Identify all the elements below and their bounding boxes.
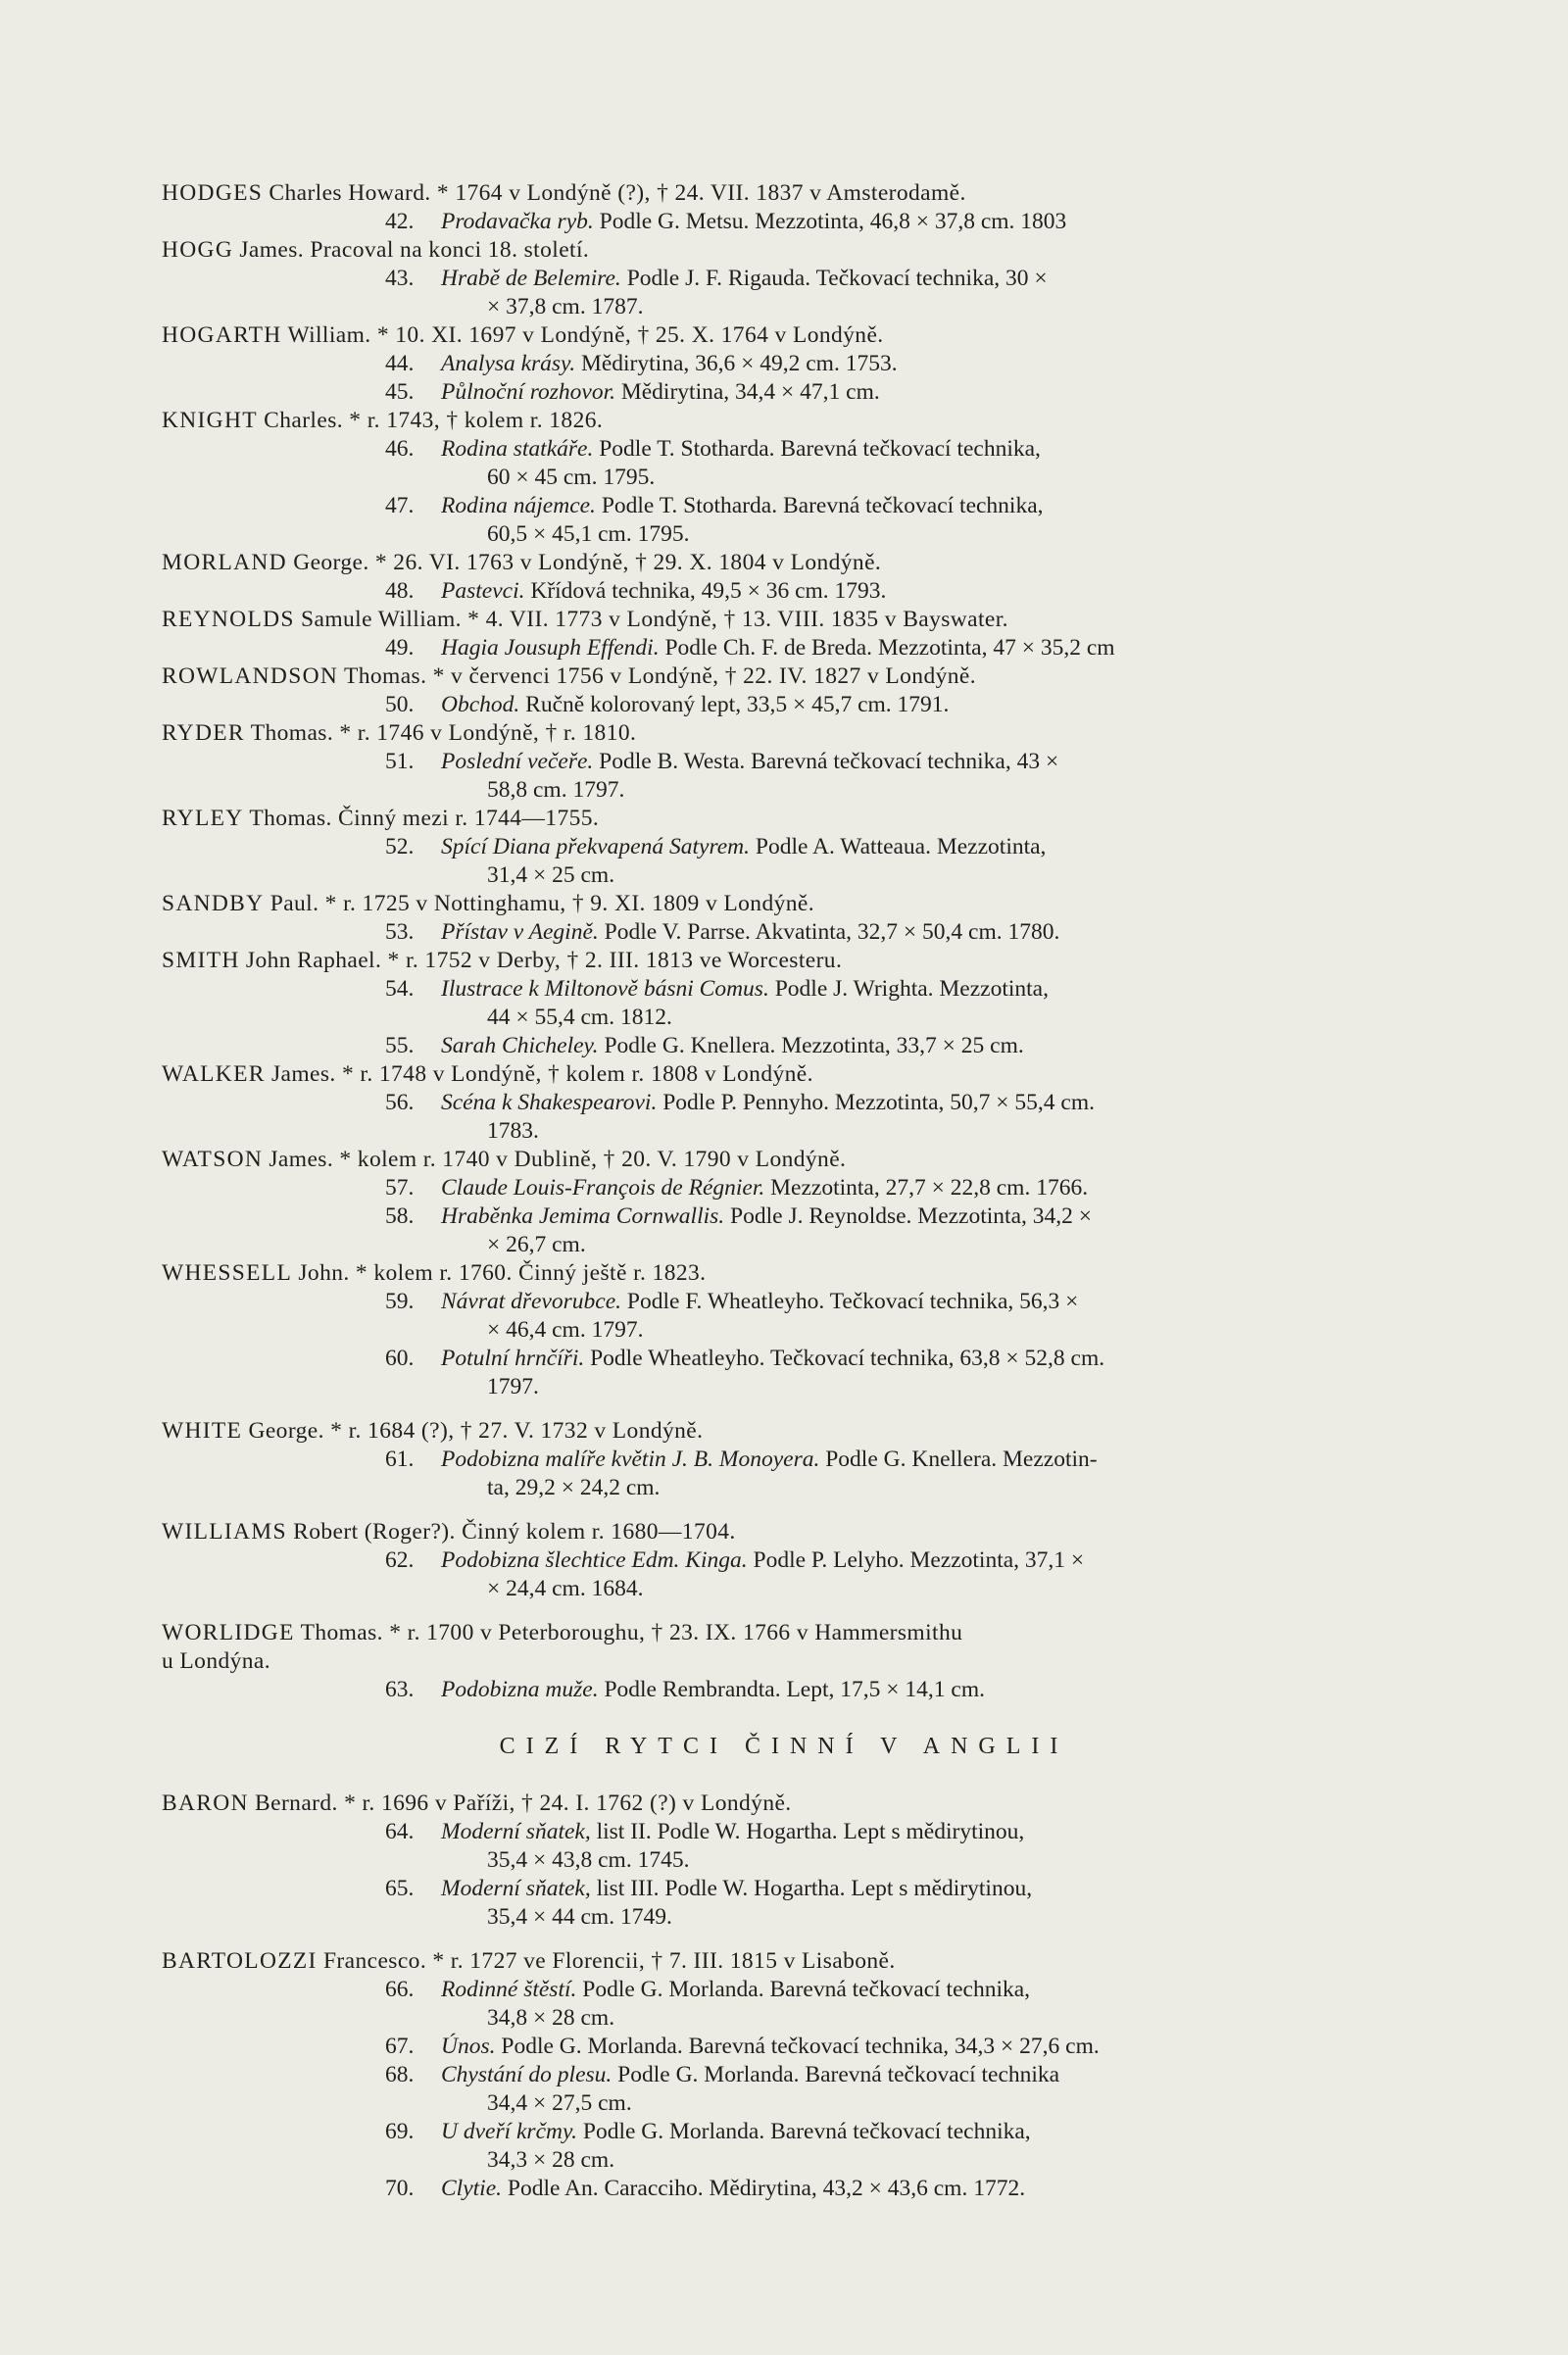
- artwork-details-continuation: × 37,8 cm. 1787.: [487, 294, 644, 319]
- artist-heading: [162, 1518, 1421, 1546]
- artwork-item: [162, 1546, 1421, 1603]
- artist-surname: WATSON: [162, 1147, 264, 1172]
- artwork-item: [162, 208, 1421, 236]
- artist-heading: [162, 1146, 1421, 1174]
- artwork-item: [162, 265, 1421, 321]
- artist-biography: Bernard. * r. 1696 v Paříži, † 24. I. 1762 (?) v Londýně.: [255, 1791, 792, 1816]
- artwork-number: 62.: [385, 1547, 415, 1573]
- artist-entry: [162, 1146, 1421, 1259]
- artwork-details-continuation: 58,8 cm. 1797.: [487, 777, 625, 803]
- artwork-number: 70.: [385, 2176, 415, 2201]
- artwork-details-continuation: 35,4 × 44 cm. 1749.: [487, 1904, 672, 1930]
- artist-entry: [162, 1518, 1421, 1603]
- artwork-details-continuation: × 46,4 cm. 1797.: [487, 1317, 644, 1343]
- artwork-title: Únos.: [441, 2034, 496, 2059]
- artwork-title: Ilustrace k Miltonově básni Comus.: [441, 976, 769, 1002]
- artwork-title: Podobizna malíře květin J. B. Monoyera.: [441, 1447, 820, 1472]
- artwork-item: [162, 975, 1421, 1032]
- artist-surname: WALKER: [162, 1061, 266, 1087]
- artwork-item: [162, 1875, 1421, 1932]
- artist-biography: George. * 26. VI. 1763 v Londýně, † 29. X. 1804 v Londýně.: [293, 550, 882, 575]
- artwork-title: Chystání do plesu.: [441, 2062, 612, 2087]
- artist-entry: [162, 407, 1421, 549]
- artist-heading: [162, 947, 1421, 975]
- artist-entry: [162, 1947, 1421, 2203]
- artwork-number: 58.: [385, 1203, 415, 1229]
- artwork-title: Analysa krásy.: [441, 351, 576, 376]
- artist-biography: Francesco. * r. 1727 ve Florencii, † 7. III. 1815 v Lisaboně.: [322, 1948, 896, 1974]
- artist-heading: [162, 1790, 1421, 1818]
- artwork-details: Podle J. Wrighta. Mezzotinta,: [774, 976, 1049, 1002]
- artwork-details-continuation: 34,8 × 28 cm.: [487, 2005, 615, 2031]
- artist-surname: MORLAND: [162, 550, 287, 575]
- artwork-details: Podle G. Morlanda. Barevná tečkovací technika: [617, 2062, 1060, 2087]
- section-heading: CIZÍ RYTCI ČINNÍ V ANGLII: [499, 1734, 1069, 1759]
- artwork-number: 47.: [385, 493, 415, 518]
- artwork-details: Podle G. Morlanda. Barevná tečkovací technika, 34,3 × 27,6 cm.: [501, 2034, 1100, 2059]
- artwork-details: Podle T. Stotharda. Barevná tečkovací technika,: [599, 436, 1041, 462]
- artist-entry: [162, 321, 1421, 407]
- artwork-item: [162, 2118, 1421, 2175]
- artwork-item: [162, 1032, 1421, 1060]
- artwork-details-continuation: 60,5 × 45,1 cm. 1795.: [487, 521, 690, 547]
- artist-biography: Thomas. * v červenci 1756 v Londýně, † 22. IV. 1827 v Londýně.: [343, 663, 977, 689]
- artist-heading: [162, 606, 1421, 634]
- artist-heading: [162, 1947, 1421, 1976]
- artwork-details: Podle B. Westa. Barevná tečkovací technika, 43 ×: [599, 749, 1059, 774]
- artist-surname: SMITH: [162, 948, 240, 973]
- artist-entry: [162, 549, 1421, 606]
- artwork-details-continuation: × 26,7 cm.: [487, 1232, 586, 1257]
- artist-heading: [162, 662, 1421, 691]
- artist-surname: RYDER: [162, 720, 245, 746]
- artwork-item: [162, 2175, 1421, 2203]
- artist-biography: James. * kolem r. 1740 v Dublině, † 20. V. 1790 v Londýně.: [269, 1147, 847, 1172]
- artwork-number: 64.: [385, 1819, 415, 1844]
- artwork-item: [162, 2061, 1421, 2118]
- artwork-title: Pastevci.: [441, 578, 525, 604]
- artist-biography: George. * r. 1684 (?), † 27. V. 1732 v Londýně.: [248, 1418, 704, 1444]
- artist-heading: [162, 1060, 1421, 1089]
- artwork-details-continuation: ta, 29,2 × 24,2 cm.: [487, 1475, 661, 1500]
- artist-heading: [162, 890, 1421, 918]
- artwork-details: Podle V. Parrse. Akvatinta, 32,7 × 50,4 cm. 1780.: [604, 919, 1060, 945]
- artwork-number: 44.: [385, 351, 415, 376]
- artwork-title: Podobizna šlechtice Edm. Kinga.: [441, 1547, 748, 1573]
- foreign-engravers-catalog: [162, 1790, 1421, 2203]
- artist-surname: BARTOLOZZI: [162, 1948, 318, 1974]
- artist-entry: [162, 179, 1421, 236]
- artist-surname: REYNOLDS: [162, 607, 295, 632]
- spacer: [162, 1502, 1421, 1518]
- artist-biography: William. * 10. XI. 1697 v Londýně, † 25. X. 1764 v Londýně.: [287, 322, 884, 348]
- artist-biography: James. * r. 1748 v Londýně, † kolem r. 1808 v Londýně.: [270, 1061, 813, 1087]
- artwork-details: Podle G. Knellera. Mezzotin-: [825, 1447, 1098, 1472]
- artist-biography: Robert (Roger?). Činný kolem r. 1680—1704.: [293, 1519, 736, 1545]
- artwork-details: Podle Ch. F. de Breda. Mezzotinta, 47 × 35,2 cm: [664, 635, 1115, 661]
- artwork-title: Půlnoční rozhovor.: [441, 379, 615, 405]
- spacer: [162, 1932, 1421, 1947]
- artwork-title: Potulní hrnčíři.: [441, 1346, 585, 1371]
- artwork-title: Rodinné štěstí.: [441, 1977, 577, 2002]
- artwork-item: [162, 350, 1421, 378]
- artwork-title: Obchod.: [441, 692, 520, 717]
- artwork-number: 54.: [385, 976, 415, 1002]
- artist-surname: WHITE: [162, 1418, 243, 1444]
- artwork-details: Podle F. Wheatleyho. Tečkovací technika, 56,3 ×: [626, 1289, 1079, 1314]
- artwork-details-continuation: 35,4 × 43,8 cm. 1745.: [487, 1847, 690, 1873]
- artwork-number: 52.: [385, 834, 415, 859]
- artwork-title: Poslední večeře.: [441, 749, 594, 774]
- artwork-item: [162, 1976, 1421, 2033]
- artwork-item: [162, 1818, 1421, 1875]
- artwork-title: Hraběnka Jemima Cornwallis.: [441, 1203, 725, 1229]
- artist-surname: RYLEY: [162, 806, 244, 831]
- spacer: [162, 1603, 1421, 1619]
- artist-surname: HOGG: [162, 237, 234, 263]
- artist-heading: [162, 1417, 1421, 1446]
- artwork-item: [162, 1446, 1421, 1502]
- artist-biography: Thomas. * r. 1746 v Londýně, † r. 1810.: [250, 720, 637, 746]
- artist-surname: HODGES: [162, 180, 264, 206]
- artwork-title: U dveří krčmy.: [441, 2119, 577, 2144]
- artist-surname: HOGARTH: [162, 322, 282, 348]
- artist-entry: [162, 236, 1421, 321]
- artwork-number: 69.: [385, 2119, 415, 2144]
- artist-surname: ROWLANDSON: [162, 663, 339, 689]
- artist-entry: [162, 805, 1421, 890]
- artwork-item: [162, 833, 1421, 890]
- artist-heading: [162, 549, 1421, 577]
- artist-biography: Samule William. * 4. VII. 1773 v Londýně, † 13. VIII. 1835 v Bayswater.: [301, 607, 1008, 632]
- artwork-title: Rodina statkáře.: [441, 436, 594, 462]
- artist-biography: John Raphael. * r. 1752 v Derby, † 2. III. 1813 ve Worcesteru.: [245, 948, 843, 973]
- artwork-details-continuation: 34,3 × 28 cm.: [487, 2147, 615, 2173]
- artist-surname: WORLIDGE: [162, 1620, 295, 1645]
- artwork-title: Návrat dřevorubce.: [441, 1289, 622, 1314]
- artwork-number: 42.: [385, 209, 415, 234]
- artist-biography-continuation: u Londýna.: [162, 1648, 271, 1674]
- artwork-item: [162, 577, 1421, 606]
- artwork-title: Podobizna muže.: [441, 1677, 599, 1702]
- artwork-number: 67.: [385, 2034, 415, 2059]
- artwork-details: Podle G. Metsu. Mezzotinta, 46,8 × 37,8 cm. 1803: [599, 209, 1067, 234]
- artwork-title: Hrabě de Belemire.: [441, 266, 621, 291]
- artist-heading: [162, 236, 1421, 265]
- artwork-number: 66.: [385, 1977, 415, 2002]
- artist-entry: [162, 1619, 1421, 1704]
- artwork-item: [162, 748, 1421, 805]
- artist-entry: [162, 890, 1421, 947]
- artist-biography: James. Pracoval na konci 18. století.: [239, 237, 590, 263]
- artist-entry: [162, 662, 1421, 719]
- artwork-details: Podle T. Stotharda. Barevná tečkovací technika,: [601, 493, 1044, 518]
- artwork-details-continuation: 34,4 × 27,5 cm.: [487, 2090, 632, 2116]
- artist-biography: Charles. * r. 1743, † kolem r. 1826.: [264, 408, 604, 433]
- artwork-title: Moderní sňatek,: [441, 1819, 591, 1844]
- artwork-details-continuation: × 24,4 cm. 1684.: [487, 1576, 644, 1601]
- artwork-details: Podle Rembrandta. Lept, 17,5 × 14,1 cm.: [604, 1677, 985, 1702]
- artwork-title: Moderní sňatek,: [441, 1876, 591, 1901]
- artwork-number: 55.: [385, 1033, 415, 1058]
- artwork-details: list II. Podle W. Hogartha. Lept s mědirytinou,: [596, 1819, 1025, 1844]
- artwork-details: list III. Podle W. Hogartha. Lept s mědirytinou,: [596, 1876, 1033, 1901]
- artist-biography: Thomas. Činný mezi r. 1744—1755.: [249, 806, 600, 831]
- artist-surname: BARON: [162, 1791, 249, 1816]
- artist-entry: [162, 1060, 1421, 1146]
- artist-heading: [162, 1259, 1421, 1288]
- artwork-number: 65.: [385, 1876, 415, 1901]
- artwork-details: Mezzotinta, 27,7 × 22,8 cm. 1766.: [770, 1175, 1089, 1201]
- artist-entry: [162, 1417, 1421, 1502]
- artwork-details-continuation: 44 × 55,4 cm. 1812.: [487, 1005, 672, 1030]
- artwork-details: Křídová technika, 49,5 × 36 cm. 1793.: [530, 578, 887, 604]
- artwork-title: Clytie.: [441, 2176, 502, 2201]
- artwork-title: Hagia Jousuph Effendi.: [441, 635, 660, 661]
- artist-surname: WILLIAMS: [162, 1519, 287, 1545]
- artwork-title: Scéna k Shakespearovi.: [441, 1090, 658, 1115]
- artwork-item: [162, 1202, 1421, 1259]
- artist-heading: [162, 179, 1421, 208]
- artwork-number: 59.: [385, 1289, 415, 1314]
- artist-surname: WHESSELL: [162, 1260, 293, 1286]
- artwork-item: [162, 1676, 1421, 1704]
- spacer: [162, 1401, 1421, 1417]
- artwork-details: Podle G. Knellera. Mezzotinta, 33,7 × 25 cm.: [604, 1033, 1024, 1058]
- artwork-number: 68.: [385, 2062, 415, 2087]
- artwork-number: 61.: [385, 1447, 415, 1472]
- artwork-item: [162, 1288, 1421, 1345]
- artist-entry: [162, 947, 1421, 1060]
- engravers-catalog: [162, 179, 1421, 1704]
- artwork-details: Podle A. Watteaua. Mezzotinta,: [755, 834, 1047, 859]
- artwork-number: 43.: [385, 266, 415, 291]
- artwork-title: Rodina nájemce.: [441, 493, 596, 518]
- artwork-details: Podle Wheatleyho. Tečkovací technika, 63,8 × 52,8 cm.: [590, 1346, 1105, 1371]
- artwork-item: [162, 1174, 1421, 1202]
- artwork-title: Přístav v Aegině.: [441, 919, 599, 945]
- artwork-details-continuation: 60 × 45 cm. 1795.: [487, 465, 656, 490]
- artwork-details-continuation: 1783.: [487, 1118, 539, 1144]
- artwork-title: Prodavačka ryb.: [441, 209, 594, 234]
- artwork-number: 51.: [385, 749, 415, 774]
- artist-biography: John. * kolem r. 1760. Činný ještě r. 1823.: [298, 1260, 707, 1286]
- artist-biography: Paul. * r. 1725 v Nottinghamu, † 9. XI. 1809 v Londýně.: [270, 891, 815, 916]
- artwork-number: 56.: [385, 1090, 415, 1115]
- artist-biography: Charles Howard. * 1764 v Londýně (?), † 24. VII. 1837 v Amsterodamě.: [269, 180, 966, 206]
- artwork-details: Podle P. Pennyho. Mezzotinta, 50,7 × 55,4 cm.: [662, 1090, 1096, 1115]
- artwork-details: Mědirytina, 36,6 × 49,2 cm. 1753.: [580, 351, 898, 376]
- artwork-number: 48.: [385, 578, 415, 604]
- artwork-details: Podle P. Lelyho. Mezzotinta, 37,1 ×: [753, 1547, 1085, 1573]
- artwork-number: 63.: [385, 1677, 415, 1702]
- artist-entry: [162, 1259, 1421, 1401]
- artwork-details: Podle G. Morlanda. Barevná tečkovací technika,: [582, 1977, 1031, 2002]
- artwork-item: [162, 634, 1421, 662]
- artwork-number: 45.: [385, 379, 415, 405]
- artwork-title: Sarah Chicheley.: [441, 1033, 599, 1058]
- artist-biography: Thomas. * r. 1700 v Peterboroughu, † 23. IX. 1766 v Hammersmithu: [300, 1620, 963, 1645]
- artist-entry: [162, 1790, 1421, 1932]
- artwork-details-continuation: 31,4 × 25 cm.: [487, 862, 615, 888]
- artwork-item: [162, 492, 1421, 549]
- artwork-item: [162, 1089, 1421, 1146]
- artist-surname: KNIGHT: [162, 408, 258, 433]
- artwork-details: Podle J. F. Rigauda. Tečkovací technika, 30 ×: [626, 266, 1048, 291]
- artwork-item: [162, 378, 1421, 407]
- artwork-number: 49.: [385, 635, 415, 661]
- artwork-number: 46.: [385, 436, 415, 462]
- artwork-item: [162, 435, 1421, 492]
- artwork-number: 53.: [385, 919, 415, 945]
- artist-entry: [162, 606, 1421, 662]
- artwork-title: Claude Louis-François de Régnier.: [441, 1175, 765, 1201]
- artist-surname: SANDBY: [162, 891, 265, 916]
- artwork-details-continuation: 1797.: [487, 1374, 539, 1399]
- artwork-item: [162, 691, 1421, 719]
- artwork-details: Podle An. Caracciho. Mědirytina, 43,2 × 43,6 cm. 1772.: [507, 2176, 1026, 2201]
- artwork-item: [162, 1345, 1421, 1401]
- artist-heading: [162, 1619, 1421, 1647]
- artwork-number: 50.: [385, 692, 415, 717]
- artwork-title: Spící Diana překvapená Satyrem.: [441, 834, 750, 859]
- artwork-number: 60.: [385, 1346, 415, 1371]
- artist-heading: [162, 321, 1421, 350]
- artist-entry: [162, 719, 1421, 805]
- artwork-item: [162, 2033, 1421, 2061]
- artist-heading: [162, 719, 1421, 748]
- artist-heading: [162, 407, 1421, 435]
- artwork-item: [162, 918, 1421, 947]
- artwork-details: Podle G. Morlanda. Barevná tečkovací technika,: [582, 2119, 1031, 2144]
- artwork-details: Ručně kolorovaný lept, 33,5 × 45,7 cm. 1791.: [525, 692, 950, 717]
- artwork-details: Podle J. Reynoldse. Mezzotinta, 34,2 ×: [730, 1203, 1093, 1229]
- artwork-number: 57.: [385, 1175, 415, 1201]
- artist-heading: [162, 805, 1421, 833]
- artwork-details: Mědirytina, 34,4 × 47,1 cm.: [620, 379, 880, 405]
